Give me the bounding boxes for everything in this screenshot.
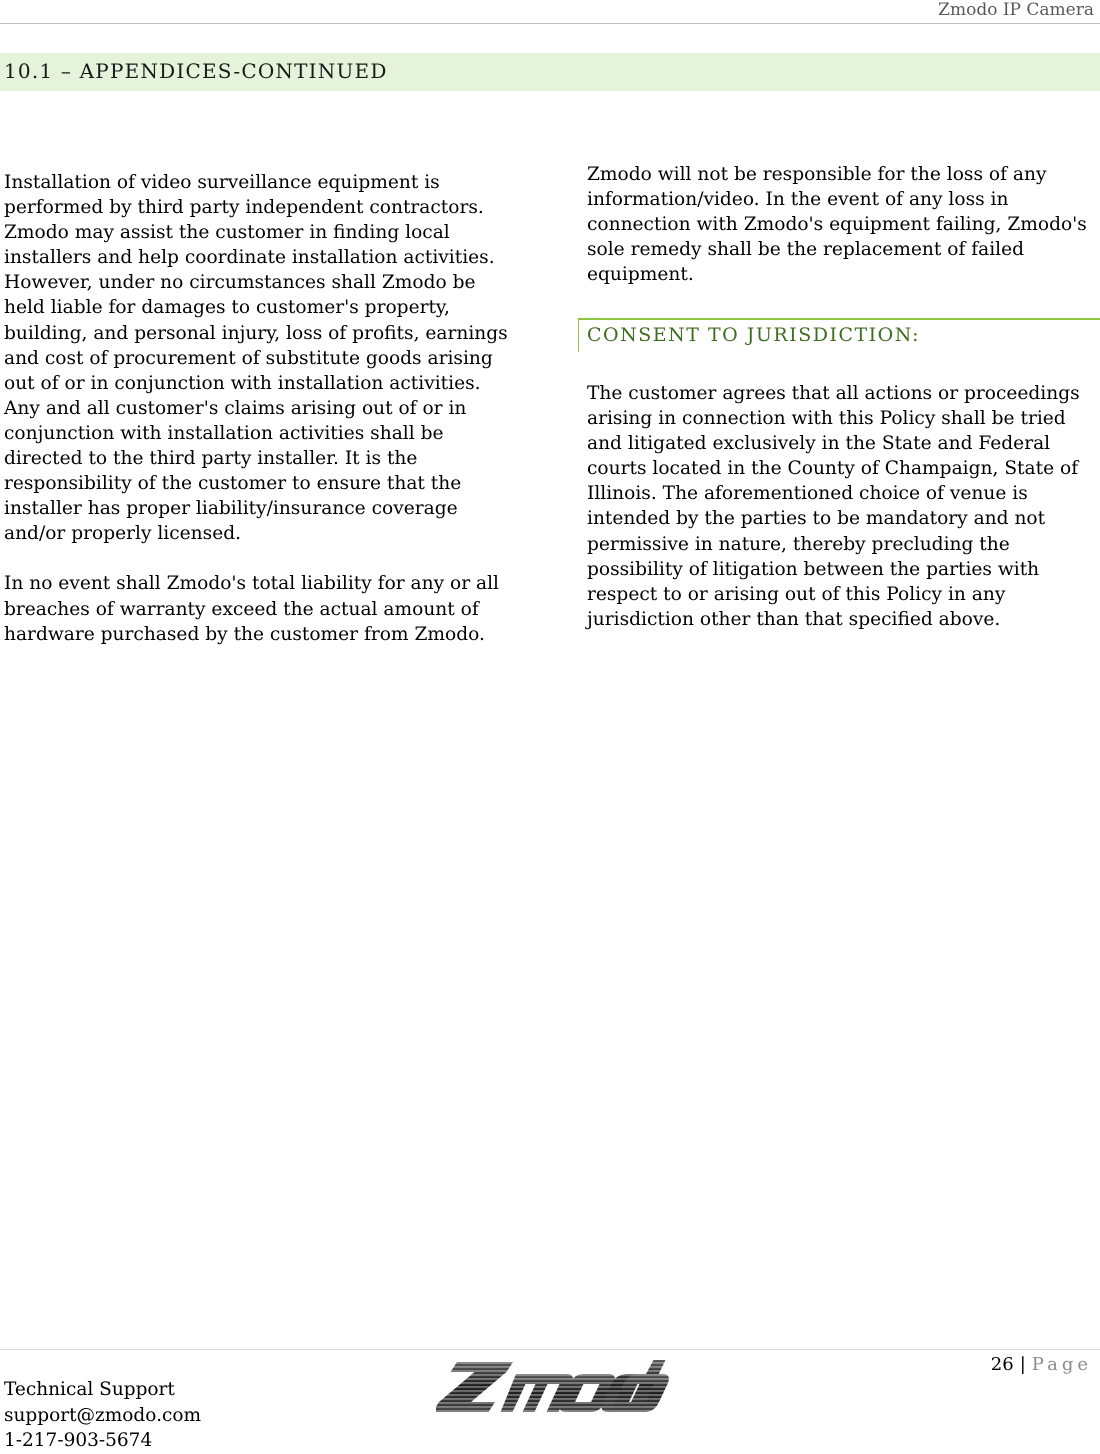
support-contact bbox=[4, 1377, 201, 1454]
support-label: Technical Support bbox=[4, 1379, 175, 1400]
page-number-block bbox=[991, 1354, 1092, 1375]
jurisdiction-heading: CONSENT TO JURISDICTION: bbox=[587, 324, 921, 346]
liability-paragraph: In no event shall Zmodo's total liability for any or all breaches of warranty exceed the actual amount of hardware purchased by the customer from Zmodo. bbox=[4, 573, 500, 645]
page-number: 26 bbox=[990, 1354, 1014, 1375]
zmodo-logo bbox=[436, 1358, 682, 1418]
footer-divider bbox=[0, 1349, 1100, 1350]
page-separator: | bbox=[1019, 1354, 1026, 1375]
subheading-frame bbox=[578, 318, 1100, 352]
running-header: Zmodo IP Camera bbox=[938, 0, 1094, 20]
jurisdiction-paragraph: The customer agrees that all actions or proceedings arising in connection with this Policy shall be tried and litigated exclusively in the State and Federal courts located in the County of Champaign, State of Illinois. The aforementioned choice of venue is intended by the parties to be mandatory and not permissive in nature, thereby precluding the possibility of litigation between the parties with respect to or arising out of this Policy in any jurisdiction other than that specified above. bbox=[587, 383, 1080, 630]
right-column-body bbox=[587, 381, 1097, 632]
page-label: Page bbox=[1031, 1354, 1092, 1375]
data-loss-paragraph: Zmodo will not be responsible for the loss of any information/video. In the event of any loss in connection with Zmodo's equipment failing, Zmodo's sole remedy shall be the replacement of failed equipment. bbox=[587, 164, 1087, 286]
support-email: support@zmodo.com bbox=[4, 1404, 202, 1426]
right-column-intro bbox=[587, 162, 1092, 287]
header-divider bbox=[0, 23, 1100, 24]
installation-paragraph: Installation of video surveillance equipment is performed by third party independent contractors. Zmodo may assist the customer in finding local installers and help coordinate installation activities. However, under no circumstances shall Zmodo be held liable for damages to customer's property, building, and personal injury, loss of profits, earnings and cost of procurement of substitute goods arising out of or in conjunction with installation activities. Any and all customer's claims arising out of or in conjunction with installation activities shall be directed to the third party installer. It is the responsibility of the customer to ensure that the installer has proper liability/insurance coverage and/or properly licensed. bbox=[4, 172, 508, 545]
left-column bbox=[4, 170, 519, 647]
support-phone: 1-217-903-5674 bbox=[4, 1430, 153, 1451]
section-title: 10.1 – APPENDICES-CONTINUED bbox=[4, 59, 388, 83]
